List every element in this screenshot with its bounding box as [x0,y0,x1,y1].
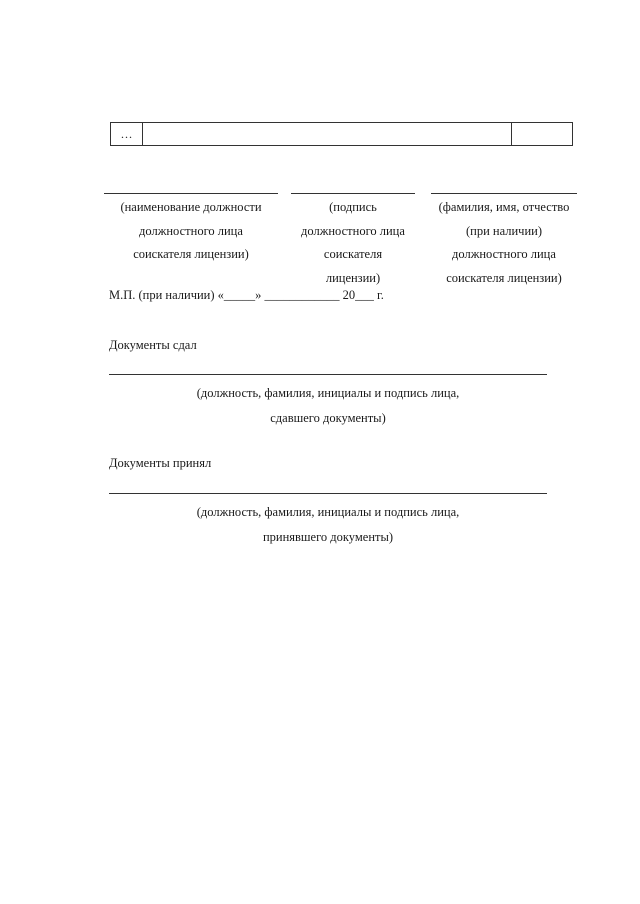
caption-line: (должность, фамилия, инициалы и подпись лица, [196,505,460,519]
name-line [431,193,577,194]
table-cell-number [111,123,143,145]
caption-line: должностного лица [301,223,405,238]
table-cell-extra [512,123,572,145]
caption-line: должностного лица [452,247,556,261]
caption-line: (должность, фамилия, инициалы и подпись лица, [196,386,460,400]
caption-line: принявшего документы) [262,530,394,544]
signature-caption [291,196,415,290]
received-line [109,493,547,494]
signature-line [291,193,415,194]
caption-line: должностного лица [139,223,243,238]
caption-line: соискателя лицензии) [446,270,562,285]
caption-line: соискателя лицензии) [133,247,249,261]
position-caption [104,196,278,267]
table-row [110,122,573,146]
stamp-date-line: М.П. (при наличии) «_____» ____________ 20___ г. [109,288,384,302]
received-label: Документы принял [109,456,212,470]
name-caption [431,196,577,290]
row-marker: … [120,126,133,141]
caption-line: (при наличии) [465,223,543,238]
submitted-label: Документы сдал [109,338,197,352]
caption-line: сдавшего документы) [270,411,386,425]
caption-line: (подпись [329,200,377,214]
caption-line: (фамилия, имя, отчество [438,200,570,214]
received-caption [109,500,547,550]
submitted-caption [109,381,547,431]
caption-line: лицензии) [325,270,381,285]
caption-line: соискателя [323,247,383,261]
submitted-line [109,374,547,375]
caption-line: (наименование должности [120,200,262,214]
table-cell-content [143,123,512,145]
position-line [104,193,278,194]
